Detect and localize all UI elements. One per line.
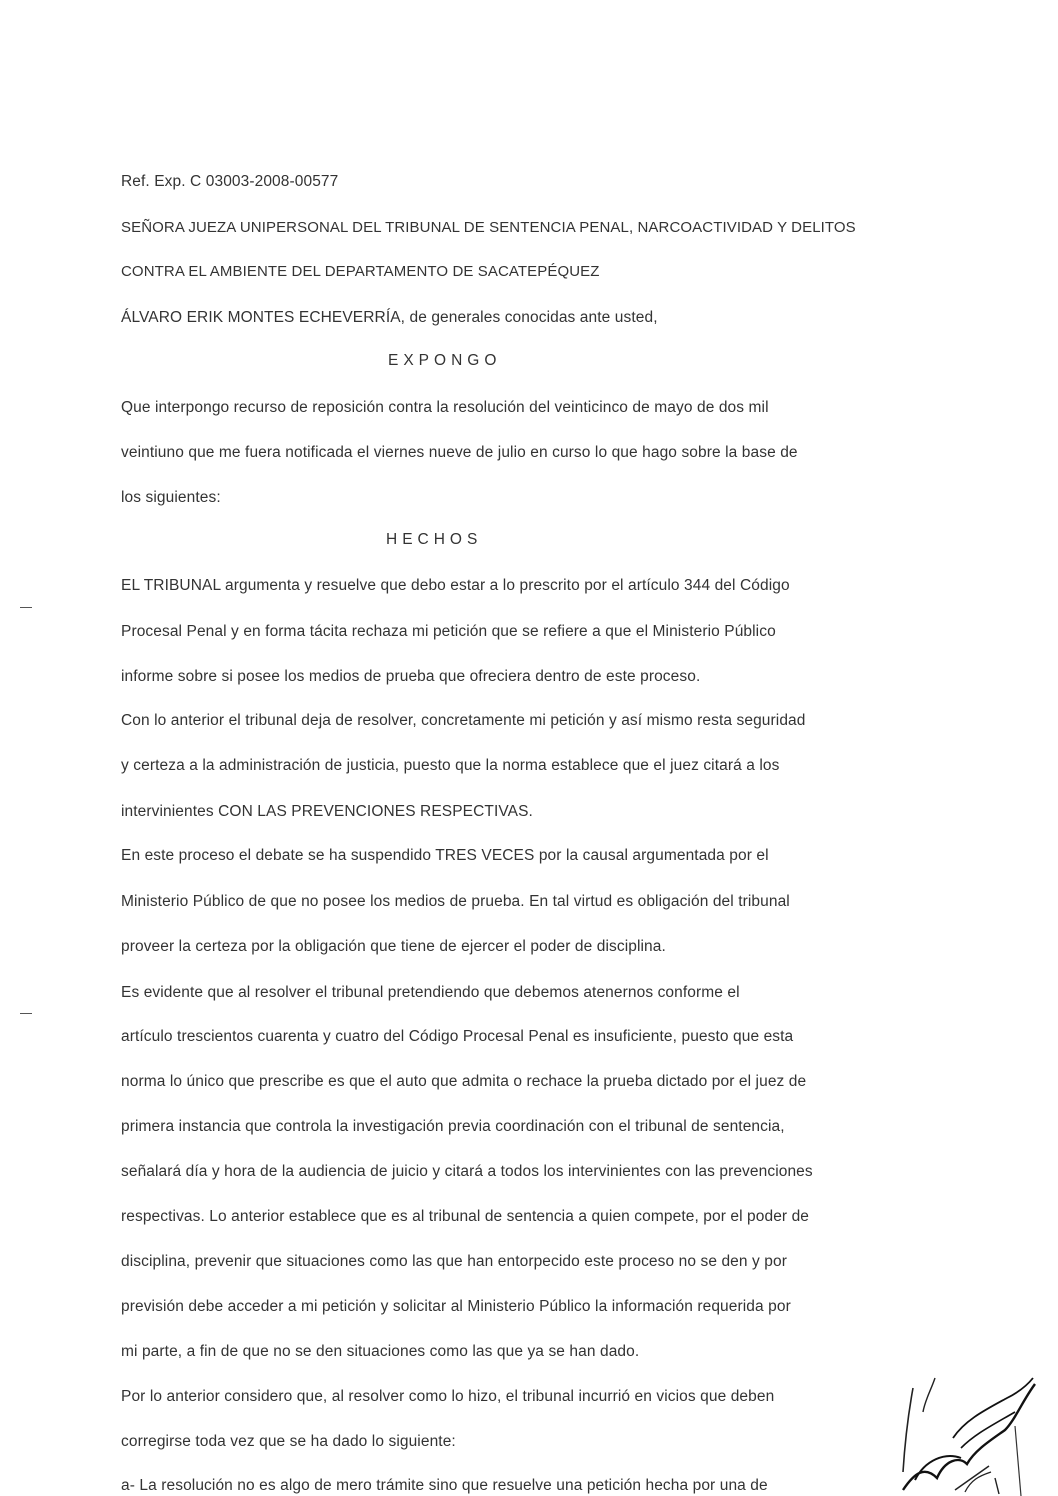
body-line: disciplina, prevenir que situaciones como las que han entorpecido este proceso no se den y por [121,1253,787,1270]
body-line: Ministerio Público de que no posee los medios de prueba. En tal virtud es obligación del tribunal [121,893,790,910]
body-line: y certeza a la administración de justicia, puesto que la norma establece que el juez citará a los [121,757,780,774]
margin-mark [20,607,32,608]
body-line: primera instancia que controla la investigación previa coordinación con el tribunal de sentencia, [121,1118,785,1135]
addressee-line-2: CONTRA EL AMBIENTE DEL DEPARTAMENTO DE SACATEPÉQUEZ [121,263,600,280]
body-line: Procesal Penal y en forma tácita rechaza mi petición que se refiere a que el Ministerio Público [121,623,776,640]
body-line: proveer la certeza por la obligación que tiene de ejercer el poder de disciplina. [121,938,666,955]
heading-hechos: HECHOS [386,531,483,548]
body-line: norma lo único que prescribe es que el auto que admita o rechace la prueba dictado por el juez de [121,1073,807,1090]
body-line: artículo trescientos cuarenta y cuatro del Código Procesal Penal es insuficiente, puesto que esta [121,1028,794,1045]
body-line: corregirse toda vez que se ha dado lo siguiente: [121,1433,456,1450]
body-line: señalará día y hora de la audiencia de juicio y citará a todos los intervinientes con las prevenciones [121,1163,813,1180]
body-line: EL TRIBUNAL argumenta y resuelve que debo estar a lo prescrito por el artículo 344 del Código [121,577,790,594]
heading-expongo: EXPONGO [388,352,502,369]
intro-line: Que interpongo recurso de reposición contra la resolución del veinticinco de mayo de dos mil [121,399,769,416]
intro-line: veintiuno que me fuera notificada el viernes nueve de julio en curso lo que hago sobre la base de [121,444,798,461]
body-line: Por lo anterior considero que, al resolver como lo hizo, el tribunal incurrió en vicios que deben [121,1388,775,1405]
reference-number: Ref. Exp. C 03003-2008-00577 [121,173,339,190]
body-line: respectivas. Lo anterior establece que es al tribunal de sentencia a quien compete, por el poder de [121,1208,810,1225]
addressee-line-1: SEÑORA JUEZA UNIPERSONAL DEL TRIBUNAL DE SENTENCIA PENAL, NARCOACTIVIDAD Y DELITOS [121,219,856,236]
body-line: a- La resolución no es algo de mero trámite sino que resuelve una petición hecha por una de [121,1477,768,1494]
author-line: ÁLVARO ERIK MONTES ECHEVERRÍA, de generales conocidas ante usted, [121,309,658,326]
margin-mark [20,1013,32,1014]
body-line: Es evidente que al resolver el tribunal pretendiendo que debemos atenernos conforme el [121,984,740,1001]
body-line: mi parte, a fin de que no se den situaciones como las que ya se han dado. [121,1343,640,1360]
body-line: Con lo anterior el tribunal deja de resolver, concretamente mi petición y así mismo resta seguridad [121,712,806,729]
body-line: intervinientes CON LAS PREVENCIONES RESPECTIVAS. [121,803,533,820]
intro-line: los siguientes: [121,489,221,506]
notary-signature-stamp [895,1360,1045,1496]
body-line: En este proceso el debate se ha suspendido TRES VECES por la causal argumentada por el [121,847,769,864]
body-line: informe sobre si posee los medios de prueba que ofreciera dentro de este proceso. [121,668,701,685]
body-line: previsión debe acceder a mi petición y solicitar al Ministerio Público la información requerida por [121,1298,791,1315]
